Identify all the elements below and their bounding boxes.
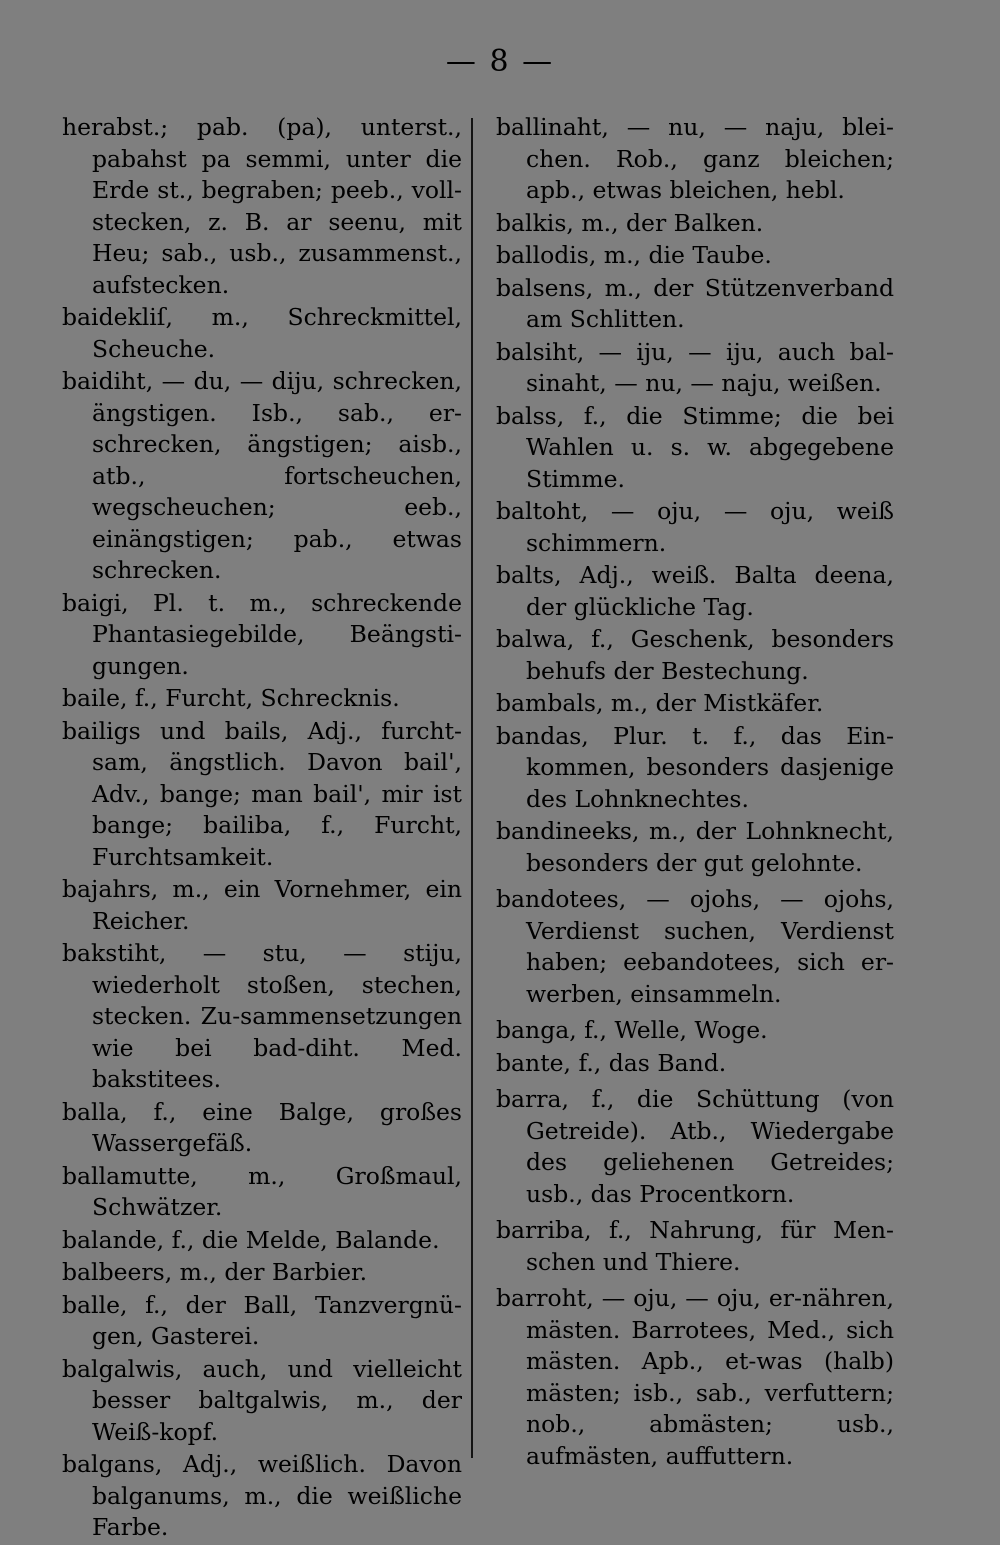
dictionary-entry: baltoht, — oju, — oju, weiß schimmern. [496,497,894,557]
dictionary-entry: barra, f., die Schüttung (von Getreide). Atb., Wiedergabe des geliehenen Getreides; usb., das Procentkorn. [496,1085,894,1208]
dictionary-entry: bante, f., das Band. [496,1048,727,1077]
right-column [496,112,894,1473]
dictionary-entry: bakstiht, — stu, — stiju, wiederholt stoßen, stechen, stecken. Zu-sammensetzungen wie bei bad-diht. Med. bakstitees. [62,939,462,1093]
dictionary-entry: barroht, — oju, — oju, er-nähren, mästen. Barrotees, Med., sich mästen. Apb., et-was (halb) mästen; isb., sab., verfuttern; nob., abmästen; usb., aufmästen, auffuttern. [496,1284,894,1470]
dictionary-entry: bailigs und bails, Adj., furcht-sam, ängstlich. Davon bail', Adv., bange; man bail', mir ist bange; bailiba, f., Furcht, Furchtsamkeit. [62,716,462,871]
dictionary-entry: balss, f., die Stimme; die bei Wahlen u. s. w. abgegebene Stimme. [496,401,894,493]
dictionary-entry: ballodis, m., die Taube. [496,241,772,269]
dictionary-entry: baidekliſ, m., Schreckmittel, Scheuche. [62,303,462,363]
dictionary-entry: balande, f., die Melde, Balande. [62,1225,440,1254]
dictionary-entry: balts, Adj., weiß. Balta deena, der glückliche Tag. [496,561,894,621]
dictionary-entry: bajahrs, m., ein Vornehmer, ein Reicher. [62,875,462,935]
dictionary-entry: balsens, m., der Stützenverband am Schlitten. [496,273,894,333]
dictionary-entry: balkis, m., der Balken. [496,208,764,237]
dictionary-entry: herabst.; pab. (pa), unterst., pabahst pa semmi, unter die Erde st., begraben; peeb., voll-stecken, z. B. ar seenu, mit Heu; sab., usb., zusammenst., aufstecken. [62,113,462,299]
dictionary-entry: balsiht, — iju, — iju, auch bal-sinaht, — nu, — naju, weißen. [496,337,894,397]
column-divider [471,118,473,1458]
dictionary-entry: bandotees, — ojohs, — ojohs, Verdienst suchen, Verdienst haben; eebandotees, sich er-werben, einsammeln. [496,885,894,1008]
dictionary-entry: banga, f., Welle, Woge. [496,1016,768,1044]
dictionary-entry: balbeers, m., der Barbier. [62,1258,368,1286]
dictionary-entry: baigi, Pl. t. m., schreckende Phantasiegebilde, Beängsti-gungen. [62,588,462,680]
dictionary-entry: baidiht, — du, — diju, schrecken, ängstigen. Isb., sab., er-schrecken, ängstigen; aisb., atb., fortscheuchen, wegscheuchen; eeb., einängstigen; pab., etwas schrecken. [62,367,462,584]
dictionary-entry: barriba, f., Nahrung, für Men-schen und Thiere. [496,1216,894,1276]
dictionary-entry: balgalwis, auch, und vielleicht besser baltgalwis, m., der Weiß-kopf. [62,1354,462,1446]
left-column [62,112,462,1545]
dictionary-entry: balle, f., der Ball, Tanzvergnü-gen, Gasterei. [62,1290,462,1350]
dictionary-entry: baile, f., Furcht, Schrecknis. [62,684,400,712]
dictionary-entry: ballinaht, — nu, — naju, blei-chen. Rob., ganz bleichen; apb., etwas bleichen, hebl. [496,113,894,204]
dictionary-entry: bambals, m., der Mistkäfer. [496,689,824,717]
dictionary-entry: balla, f., eine Balge, großes Wassergefäß. [62,1097,462,1157]
page-number: — 8 — [445,44,555,79]
dictionary-entry: balwa, f., Geschenk, besonders behufs der Bestechung. [496,625,894,685]
dictionary-entry: ballamutte, m., Großmaul, Schwätzer. [62,1161,462,1221]
dictionary-entry: balgans, Adj., weißlich. Davon balganums, m., die weißliche Farbe. [62,1450,462,1541]
dictionary-entry: bandineeks, m., der Lohnknecht, besonders der gut gelohnte. [496,817,894,877]
dictionary-entry: bandas, Plur. t. f., das Ein-kommen, besonders dasjenige des Lohnknechtes. [496,721,894,813]
